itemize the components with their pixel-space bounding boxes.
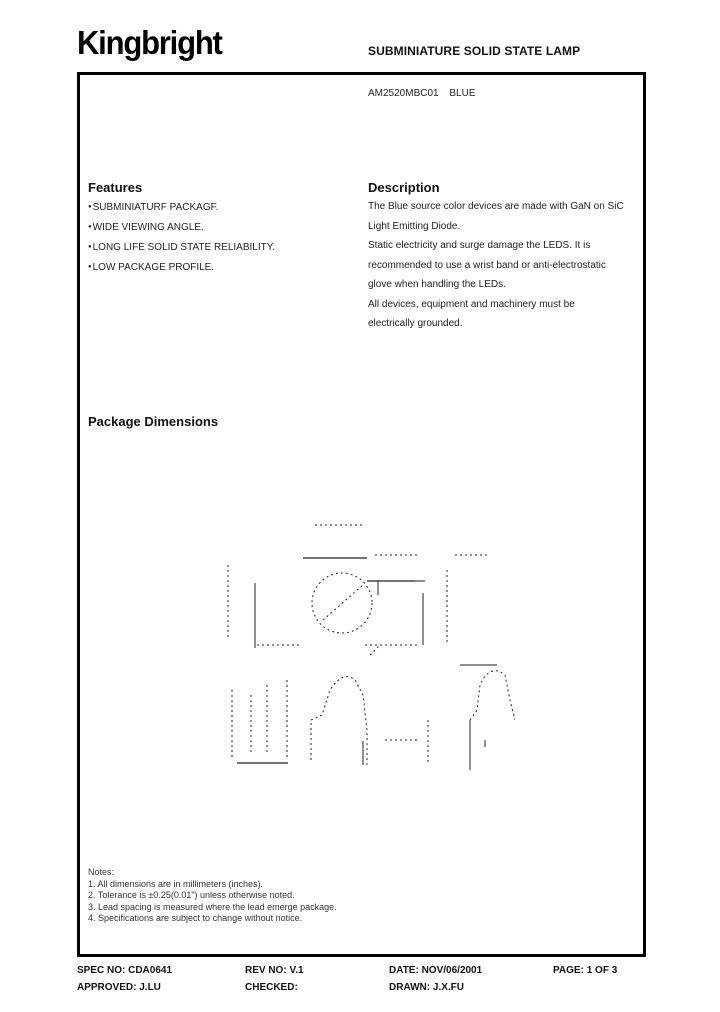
brand-logo: Kingbright [77,24,222,62]
feature-item: ● WIDE VIEWING ANGLE. [88,220,275,240]
document-title: SUBMINIATURE SOLID STATE LAMP [368,44,581,58]
part-identifier [368,88,476,99]
description-line: recommended to use a wrist band or anti-electrostatic [368,259,606,271]
notes-heading: Notes: [88,867,115,877]
description-line: All devices, equipment and machinery must be [368,298,575,310]
package-dimensions-heading: Package Dimensions [88,414,219,429]
description-line: electrically grounded. [368,318,463,329]
part-color: BLUE [449,88,476,99]
description-heading: Description [368,180,440,195]
checked-by: CHECKED: [245,982,298,993]
approved-by: APPROVED: J.LU [77,982,161,993]
note-item: 4. Specifications are subject to change without notice. [88,913,303,923]
package-dimensions-drawing [215,515,515,775]
part-number: AM2520MBC01 [368,88,439,99]
features-heading: Features [88,180,143,195]
description-body [368,200,638,337]
spec-number: SPEC NO: CDA0641 [77,965,173,976]
notes-block [88,867,337,925]
description-line: Light Emitting Diode. [368,220,461,232]
revision-number: REV NO: V.1 [245,965,304,976]
document-date: DATE: NOV/06/2001 [389,965,483,976]
note-item: 3. Lead spacing is measured where the lead emerge package. [88,901,337,912]
drawn-by: DRAWN: J.X.FU [389,982,464,993]
feature-item: ● LOW PACKAGE PROFILE. [88,260,275,280]
note-item: 2. Tolerance is ±0.25(0.01") unless otherwise noted. [88,890,295,900]
page-number: PAGE: 1 OF 3 [553,965,618,976]
description-line: Static electricity and surge damage the LEDS. It is [368,240,591,251]
description-line: glove when handling the LEDs. [368,279,506,290]
note-item: 1. All dimensions are in millimeters (inches). [88,878,264,889]
features-list [88,200,275,280]
description-line: The Blue source color devices are made with GaN on SiC [368,201,624,212]
feature-item: ● LONG LIFE SOLID STATE RELIABILITY. [88,240,275,260]
feature-item: ● SUBMINIATURF PACKAGF. [88,200,275,220]
